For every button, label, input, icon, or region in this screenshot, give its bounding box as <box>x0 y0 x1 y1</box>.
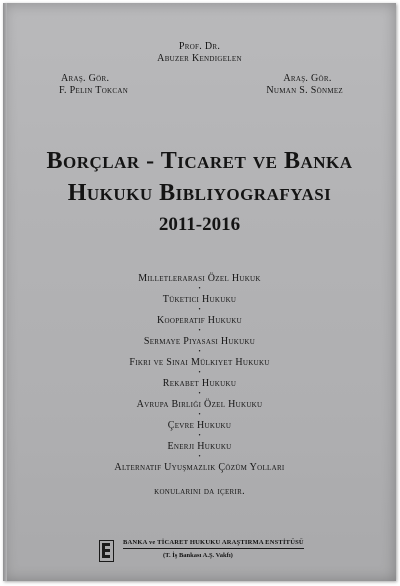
publisher-subtitle: (T. İş Bankası A.Ş. Vakfı) <box>163 552 233 559</box>
book-title-line-2: Hukuku Bibliyografyası <box>67 180 332 206</box>
publisher-block <box>99 539 329 569</box>
publisher-logo-icon <box>99 540 114 562</box>
bullet-icon: • <box>198 349 201 355</box>
bullet-icon: • <box>198 391 201 397</box>
author-left-name: F. Pelin Tokcan <box>59 85 129 96</box>
author-right-name: Numan S. Sönmez <box>266 85 343 96</box>
author-center-title: Prof. Dr. <box>178 41 221 52</box>
author-left <box>59 73 128 97</box>
bullet-icon: • <box>198 412 201 418</box>
author-right <box>266 73 343 97</box>
topic-item: Çevre Hukuku <box>167 420 232 431</box>
author-center-name: Abuzer Kendigelen <box>157 53 242 64</box>
bullet-icon: • <box>198 454 201 460</box>
topics-list <box>3 273 396 497</box>
book-title-line-1: Borçlar - Ticaret ve Banka <box>46 148 353 174</box>
topic-item: Avrupa Birliği Özel Hukuku <box>136 399 263 410</box>
book-cover <box>3 3 396 581</box>
topics-closing: konularını da içerir. <box>154 486 245 497</box>
bullet-icon: • <box>198 307 201 313</box>
topic-item: Sermaye Piyasası Hukuku <box>143 336 256 347</box>
topic-item: Kooperatif Hukuku <box>156 315 243 326</box>
bullet-icon: • <box>198 370 201 376</box>
bullet-icon: • <box>198 328 201 334</box>
book-years: 2011-2016 <box>158 214 241 235</box>
topic-item: Fikri ve Sınai Mülkiyet Hukuku <box>129 357 270 368</box>
author-right-title: Araş. Gör. <box>283 73 332 84</box>
bullet-icon: • <box>198 433 201 439</box>
bullet-icon: • <box>198 286 201 292</box>
topic-item: Enerji Hukuku <box>167 441 232 452</box>
publisher-name: BANKA ve TİCARET HUKUKU ARAŞTIRMA ENSTİTÜSÜ <box>123 539 304 549</box>
topic-item: Alternatif Uyuşmazlık Çözüm Yolları <box>114 462 285 473</box>
author-left-title: Araş. Gör. <box>61 73 110 84</box>
author-center <box>3 41 396 65</box>
topic-item: Tüketici Hukuku <box>162 294 237 305</box>
topic-item: Rekabet Hukuku <box>162 378 237 389</box>
topic-item: Milletlerarası Özel Hukuk <box>138 273 261 284</box>
